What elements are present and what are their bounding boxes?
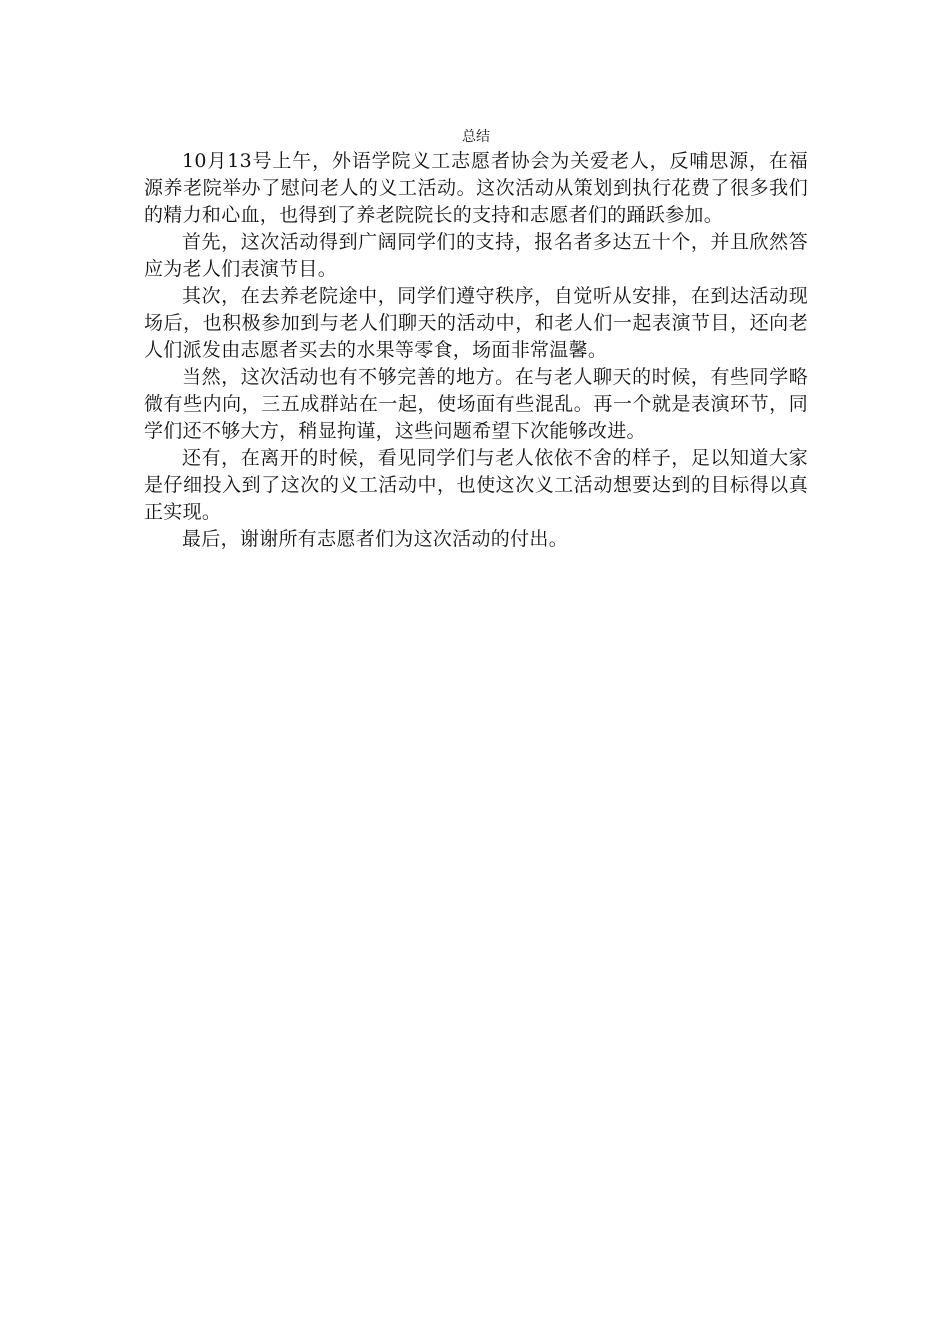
paragraph-thanks: 最后，谢谢所有志愿者们为这次活动的付出。: [182, 528, 569, 550]
paragraph-shortcomings: 当然，这次活动也有不够完善的地方。在与老人聊天的时候，有些同学略微有些内向，三五成群站在一起，使场面有些混乱。再一个就是表演环节，同学们还不够大方，稍显拘谨，这些问题希望下次能够改进。: [144, 366, 808, 442]
document-title: 总结: [462, 129, 490, 145]
document-body: [144, 126, 808, 553]
paragraph-first: 首先，这次活动得到广阔同学们的支持，报名者多达五十个，并且欣然答应为老人们表演节目。: [144, 231, 808, 280]
paragraph-intro: 10月13号上午，外语学院义工志愿者协会为关爱老人，反哺思源，在福源养老院举办了慰问老人的义工活动。这次活动从策划到执行花费了很多我们的精力和心血，也得到了养老院院长的支持和志愿者们的踊跃参加。: [144, 150, 808, 226]
paragraph-second: 其次，在去养老院途中，同学们遵守秩序，自觉听从安排，在到达活动现场后，也积极参加到与老人们聊天的活动中，和老人们一起表演节目，还向老人们派发由志愿者买去的水果等零食，场面非常温馨。: [144, 285, 808, 361]
paragraph-departure: 还有，在离开的时候，看见同学们与老人依依不舍的样子，足以知道大家是仔细投入到了这次的义工活动中，也使这次义工活动想要达到的目标得以真正实现。: [144, 447, 808, 523]
